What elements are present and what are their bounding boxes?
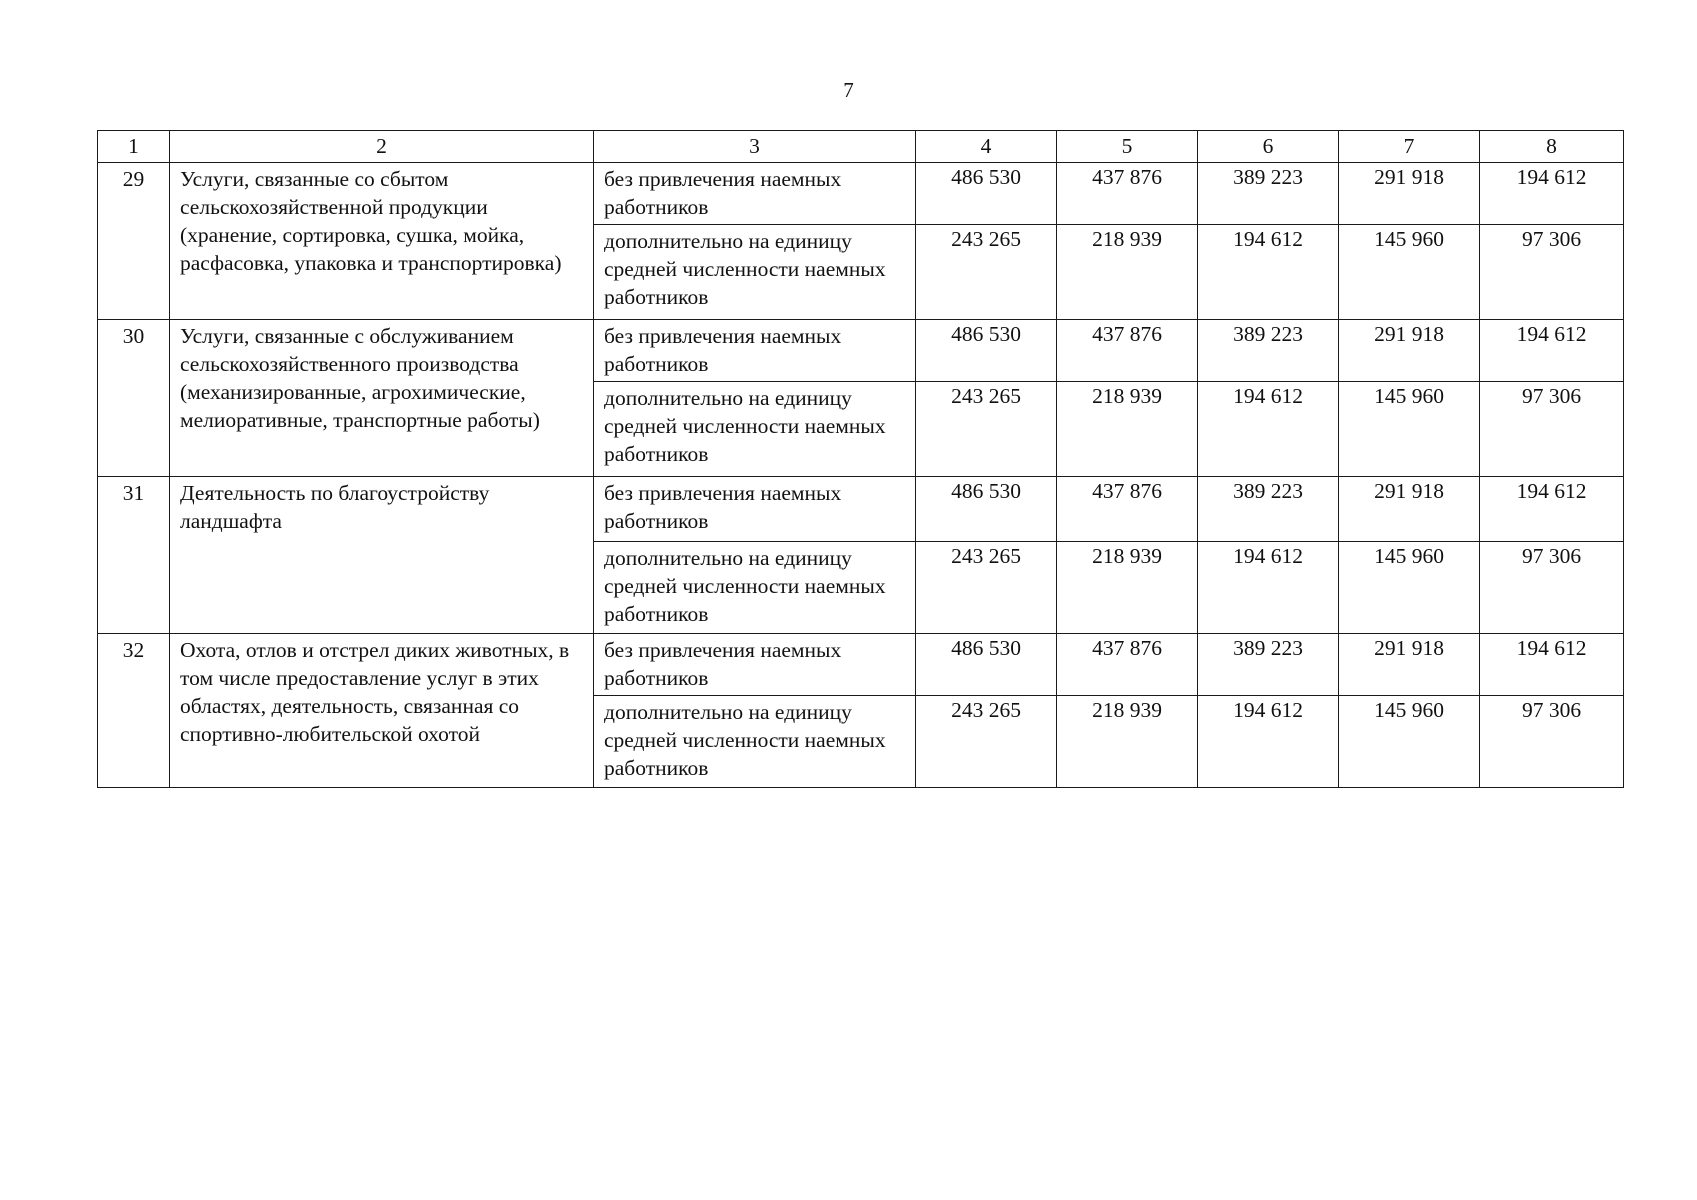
value-cell: 486 530 xyxy=(916,477,1057,542)
table-row xyxy=(98,634,1624,696)
value-cell: 97 306 xyxy=(1480,225,1624,320)
value-cell: 437 876 xyxy=(1057,634,1198,696)
activity-name: Услуги, связанные с обслуживанием сельскохозяйственного производства (механизированные, агрохимические, мелиоративные, транспортные работы) xyxy=(170,320,594,477)
condition-cell: дополнительно на единицу средней численности наемных работников xyxy=(594,225,916,320)
column-number-2: 2 xyxy=(170,131,594,163)
condition-cell: без привлечения наемных работников xyxy=(594,477,916,542)
value-cell: 437 876 xyxy=(1057,320,1198,382)
value-cell: 218 939 xyxy=(1057,382,1198,477)
condition-cell: без привлечения наемных работников xyxy=(594,634,916,696)
value-cell: 194 612 xyxy=(1480,320,1624,382)
column-number-5: 5 xyxy=(1057,131,1198,163)
value-cell: 194 612 xyxy=(1198,542,1339,634)
table-row xyxy=(98,320,1624,382)
value-cell: 145 960 xyxy=(1339,696,1480,788)
value-cell: 218 939 xyxy=(1057,542,1198,634)
value-cell: 486 530 xyxy=(916,163,1057,225)
value-cell: 291 918 xyxy=(1339,634,1480,696)
value-cell: 389 223 xyxy=(1198,477,1339,542)
page-number: 7 xyxy=(843,78,854,102)
value-cell: 97 306 xyxy=(1480,696,1624,788)
value-cell: 97 306 xyxy=(1480,382,1624,477)
condition-cell: дополнительно на единицу средней численности наемных работников xyxy=(594,382,916,477)
activity-name: Услуги, связанные со сбытом сельскохозяйственной продукции (хранение, сортировка, сушка, мойка, расфасовка, упаковка и транспортировка) xyxy=(170,163,594,320)
value-cell: 389 223 xyxy=(1198,320,1339,382)
value-cell: 218 939 xyxy=(1057,225,1198,320)
condition-cell: без привлечения наемных работников xyxy=(594,320,916,382)
column-number-6: 6 xyxy=(1198,131,1339,163)
value-cell: 243 265 xyxy=(916,225,1057,320)
value-cell: 389 223 xyxy=(1198,634,1339,696)
value-cell: 145 960 xyxy=(1339,542,1480,634)
value-cell: 291 918 xyxy=(1339,477,1480,542)
value-cell: 194 612 xyxy=(1198,696,1339,788)
value-cell: 291 918 xyxy=(1339,320,1480,382)
rates-table xyxy=(97,130,1624,788)
row-number: 29 xyxy=(98,163,170,320)
column-number-3: 3 xyxy=(594,131,916,163)
table-row xyxy=(98,163,1624,225)
value-cell: 145 960 xyxy=(1339,225,1480,320)
value-cell: 243 265 xyxy=(916,696,1057,788)
row-number: 31 xyxy=(98,477,170,634)
column-number-8: 8 xyxy=(1480,131,1624,163)
row-number: 30 xyxy=(98,320,170,477)
row-number: 32 xyxy=(98,634,170,788)
column-number-1: 1 xyxy=(98,131,170,163)
value-cell: 291 918 xyxy=(1339,163,1480,225)
condition-cell: без привлечения наемных работников xyxy=(594,163,916,225)
value-cell: 243 265 xyxy=(916,542,1057,634)
value-cell: 194 612 xyxy=(1198,382,1339,477)
column-number-7: 7 xyxy=(1339,131,1480,163)
value-cell: 218 939 xyxy=(1057,696,1198,788)
table-row xyxy=(98,477,1624,542)
value-cell: 97 306 xyxy=(1480,542,1624,634)
condition-cell: дополнительно на единицу средней численности наемных работников xyxy=(594,696,916,788)
value-cell: 194 612 xyxy=(1480,477,1624,542)
column-number-row xyxy=(98,131,1624,163)
value-cell: 437 876 xyxy=(1057,163,1198,225)
value-cell: 437 876 xyxy=(1057,477,1198,542)
value-cell: 389 223 xyxy=(1198,163,1339,225)
value-cell: 486 530 xyxy=(916,634,1057,696)
condition-cell: дополнительно на единицу средней численности наемных работников xyxy=(594,542,916,634)
column-number-4: 4 xyxy=(916,131,1057,163)
activity-name: Деятельность по благоустройству ландшафта xyxy=(170,477,594,634)
activity-name: Охота, отлов и отстрел диких животных, в том числе предоставление услуг в этих областях, деятельность, связанная со спортивно-любительской охотой xyxy=(170,634,594,788)
value-cell: 486 530 xyxy=(916,320,1057,382)
value-cell: 243 265 xyxy=(916,382,1057,477)
value-cell: 194 612 xyxy=(1198,225,1339,320)
value-cell: 145 960 xyxy=(1339,382,1480,477)
value-cell: 194 612 xyxy=(1480,634,1624,696)
value-cell: 194 612 xyxy=(1480,163,1624,225)
